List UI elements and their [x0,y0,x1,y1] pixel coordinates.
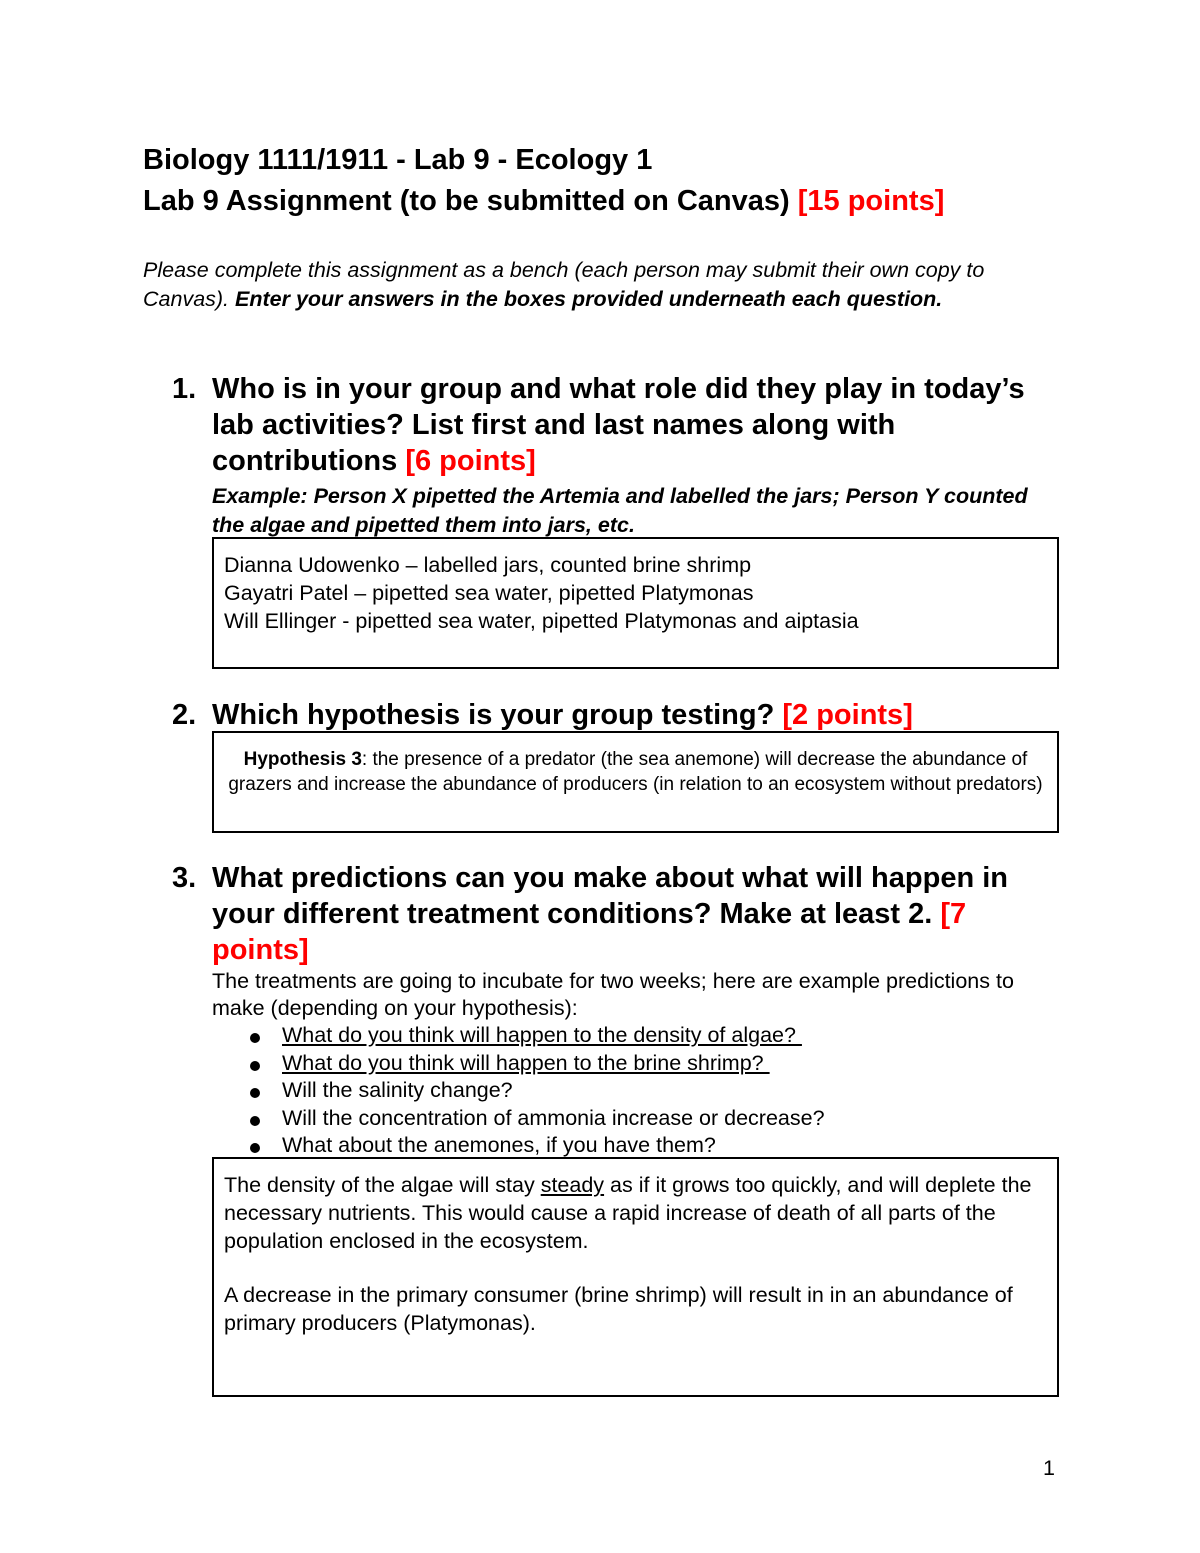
question-1-example: Example: Person X pipetted the Artemia and labelled the jars; Person Y counted the algae and pipetted them into jars, etc. [212,484,1028,537]
list-item-text: What do you think will happen to the density of algae? [282,1023,802,1047]
question-2-number: 2. [172,699,197,731]
answer-3-paragraph-2: A decrease in the primary consumer (brine shrimp) will result in in an abundance of primary producers (Platymonas). [224,1283,1013,1335]
list-item-text: Will the salinity change? [282,1078,513,1102]
question-3-points: [7 points] [212,898,967,966]
question-2-points: [2 points] [782,699,913,731]
assignment-subtitle-text: Lab 9 Assignment (to be submitted on Canvas) [143,185,798,217]
list-item-text: What do you think will happen to the brine shrimp? [282,1050,770,1075]
answer-3-paragraph-1 [224,1171,1047,1255]
question-3-prompt: What predictions can you make about what will happen in your different treatment conditions? Make at least 2. [212,862,1008,930]
hypothesis-text: : the presence of a predator (the sea anemone) will decrease the abundance of grazers and increase the abundance of producers (in relation to an ecosystem without predators) [228,749,1043,795]
prediction-prompts-list [245,1022,825,1160]
question-1-points: [6 points] [405,445,536,477]
bullet-icon [250,1116,260,1126]
list-item [245,1132,825,1160]
list-item [245,1022,825,1050]
instructions-italic: Please complete this assignment as a bench (each person may submit their own copy to Canvas). [143,258,985,311]
answer-box-2[interactable] [212,731,1059,833]
list-item [245,1050,825,1078]
bullet-icon [250,1061,260,1071]
question-2 [172,697,1052,733]
question-1-text [212,371,1052,479]
list-item-text: What about the anemones, if you have them? [282,1133,716,1157]
question-3 [172,860,1052,968]
question-2-text [212,697,1052,733]
answer-3-underlined-word: steady [540,1173,605,1197]
answer-1-line: Will Ellinger - pipetted sea water, pipetted Platymonas and aiptasia [224,609,859,633]
answer-box-1[interactable] [212,537,1059,669]
document-title: Biology 1111/1911 - Lab 9 - Ecology 1 [143,144,653,176]
hypothesis-label: Hypothesis 3 [243,749,362,770]
question-3-text [212,860,1052,968]
question-3-description: The treatments are going to incubate for two weeks; here are example predictions to make (depending on your hypothesis): [212,969,1014,1020]
list-item [245,1077,825,1105]
answer-box-3[interactable] [212,1157,1059,1397]
question-2-prompt: Which hypothesis is your group testing? [212,699,783,731]
question-1-prompt: Who is in your group and what role did they play in today’s lab activities? List first and last names along with contributions [212,373,1025,477]
answer-3-text-start: The density of the algae will stay [224,1173,541,1197]
answer-1-line: Dianna Udowenko – labelled jars, counted brine shrimp [224,553,752,577]
answer-3-text-end: as if it grows too quickly, and will deplete the necessary nutrients. This would cause a rapid increase of death of all parts of the population enclosed in the ecosystem. [224,1173,1032,1253]
bullet-icon [250,1033,260,1043]
bullet-icon [250,1088,260,1098]
assignment-subtitle [143,182,944,220]
page-number: 1 [1043,1456,1055,1480]
question-3-number: 3. [172,862,197,894]
list-item-text: Will the concentration of ammonia increase or decrease? [282,1105,825,1130]
bullet-icon [250,1143,260,1153]
answer-1-line: Gayatri Patel – pipetted sea water, pipetted Platymonas [224,581,754,605]
instructions-bold: Enter your answers in the boxes provided underneath each question. [235,287,943,311]
total-points: [15 points] [797,185,945,217]
question-1-number: 1. [172,373,197,405]
question-1 [172,371,1052,479]
list-item [245,1105,825,1133]
instructions [143,256,1073,314]
